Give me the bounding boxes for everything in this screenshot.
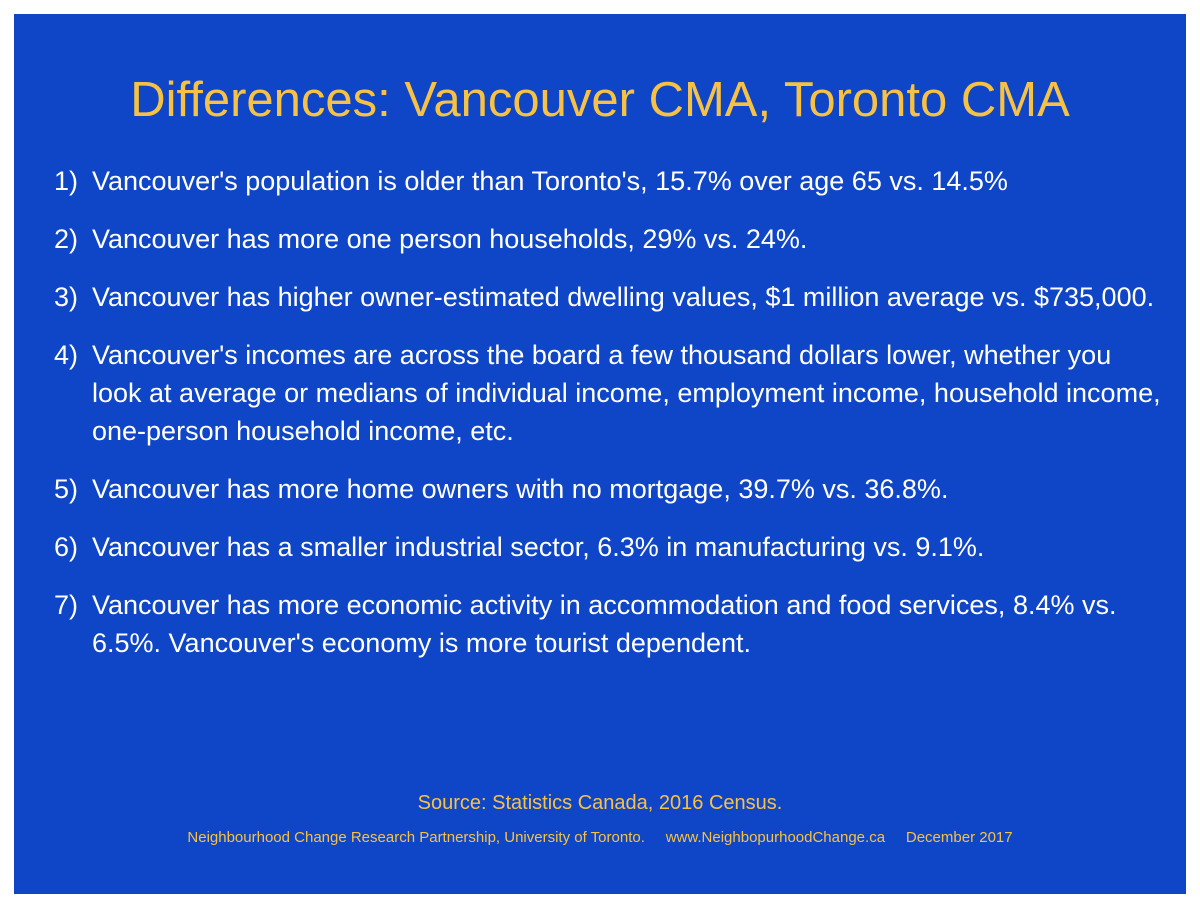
list-item xyxy=(54,220,1164,258)
item-number: 6) xyxy=(54,532,79,562)
footer-credits: Neighbourhood Change Research Partnership, University of Toronto. www.NeighbopurhoodChange.ca December 2017 xyxy=(187,829,1013,846)
item-number: 5) xyxy=(54,474,79,504)
list-item xyxy=(54,162,1164,200)
list-item xyxy=(54,528,1164,566)
differences-list xyxy=(54,162,1164,682)
item-number: 2) xyxy=(54,224,79,254)
source-line: Source: Statistics Canada, 2016 Census. xyxy=(417,792,783,814)
item-number: 4) xyxy=(54,340,79,370)
item-number: 7) xyxy=(54,590,79,620)
item-number: 3) xyxy=(54,282,79,312)
list-item xyxy=(54,586,1164,662)
item-text: Vancouver has higher owner-estimated dwelling values, $1 million average vs. $735,000. xyxy=(92,282,1155,312)
item-text: Vancouver has more home owners with no mortgage, 39.7% vs. 36.8%. xyxy=(92,474,949,504)
list-item xyxy=(54,278,1164,316)
item-text: Vancouver's incomes are across the board a few thousand dollars lower, whether you look at average or medians of individual income, employment income, household income, one-person household income, etc. xyxy=(92,340,1161,446)
item-text: Vancouver has a smaller industrial sector, 6.3% in manufacturing vs. 9.1%. xyxy=(92,532,985,562)
item-number: 1) xyxy=(54,166,79,196)
item-text: Vancouver has more economic activity in accommodation and food services, 8.4% vs. 6.5%. Vancouver's economy is more tourist dependent. xyxy=(92,590,1117,658)
slide-title: Differences: Vancouver CMA, Toronto CMA xyxy=(130,73,1070,127)
slide xyxy=(14,14,1186,894)
list-item xyxy=(54,336,1164,450)
item-text: Vancouver's population is older than Toronto's, 15.7% over age 65 vs. 14.5% xyxy=(92,166,1008,196)
list-item xyxy=(54,470,1164,508)
item-text: Vancouver has more one person households, 29% vs. 24%. xyxy=(92,224,808,254)
